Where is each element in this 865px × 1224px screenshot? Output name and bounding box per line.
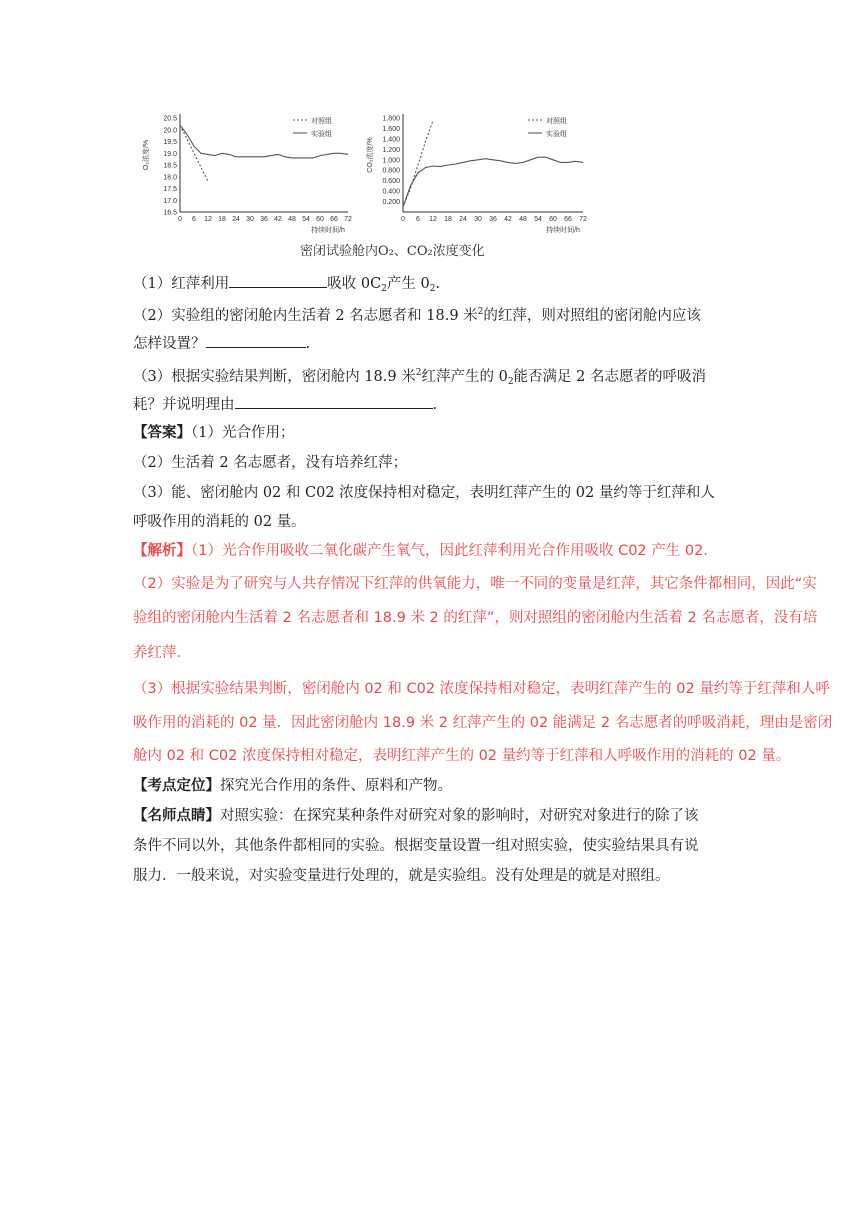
chart-0-x-tick-label: 18 (218, 216, 226, 223)
answer-3-line-1: （3）能、密闭舱内 02 和 C02 浓度保持相对稳定，表明红萍产生的 02 量约等于红萍和人 (133, 485, 715, 501)
chart-0-x-tick-label: 42 (274, 216, 282, 223)
chart-1-x-tick-label: 66 (564, 216, 572, 223)
q3-sub: 2 (507, 377, 514, 387)
chart-1-series-experiment-line (403, 157, 583, 207)
q2-line1-a: （2）实验组的密闭舱内生活着 2 名志愿者和 18.9 米 (133, 308, 478, 324)
chart-0-legend-label: 实验组 (311, 131, 332, 138)
chart-0-y-tick-label: 17.0 (163, 197, 177, 205)
q1-sub2: 2 (429, 284, 436, 294)
chart-1-x-tick-label: 48 (519, 216, 527, 223)
chart-0-xlabel: 持续时间/h (311, 227, 345, 234)
analysis-line-1 (133, 541, 718, 561)
kaodian-label: 【考点定位】 (133, 777, 220, 794)
q1-prefix: （1）红萍利用 (133, 276, 230, 292)
question-2-line-1 (133, 302, 701, 326)
answer-line-1 (133, 423, 294, 443)
chart-0-y-tick-label: 19.5 (163, 139, 177, 146)
chart-0-x-tick-label: 30 (246, 216, 254, 223)
mingshi-text-1: 对照实验：在探究某种条件对研究对象的影响时，对研究对象进行的除了该 (220, 808, 699, 824)
chart-1-x-tick-label: 12 (429, 216, 437, 223)
chart-0-y-tick-label: 18.5 (163, 162, 177, 170)
chart-0-x-tick-label: 66 (330, 216, 338, 223)
chart-0-ylabel: O₂浓度/% (143, 139, 150, 171)
analysis-line-6: 吸作用的消耗的 02 量．因此密闭舱内 18.9 米 2 红萍产生的 02 能满足 2 名志愿者的呼吸消耗，理由是密闭 (133, 715, 833, 731)
charts-svg (138, 108, 590, 240)
chart-1-y-tick-label: 0.600 (382, 178, 400, 186)
figure-caption: 密闭试验舱内O₂、CO₂浓度变化 (300, 244, 485, 259)
answer-label: 【答案】 (133, 424, 191, 441)
q1-blank (229, 272, 327, 288)
question-1 (133, 272, 440, 299)
q2-sup: 2 (477, 307, 484, 317)
chart-0-y-tick-label: 20.5 (163, 115, 177, 123)
chart-0-y-tick-label: 18.0 (163, 174, 177, 182)
chart-1-y-tick-label: 1.000 (382, 157, 400, 165)
chart-1-x-tick-label: 0 (401, 216, 405, 223)
q2-line1-b: 的红萍，则对照组的密闭舱内应该 (483, 308, 701, 324)
question-2-line-2 (133, 332, 310, 354)
chart-0-x-tick-label: 12 (204, 216, 212, 223)
analysis-line-4: 养红萍． (133, 645, 191, 661)
chart-1-x-tick-label: 36 (489, 216, 497, 223)
chart-1-y-tick-label: 0.400 (382, 188, 400, 196)
analysis-line-3: 验组的密闭舱内生活着 2 名志愿者和 18.9 米 2 的红萍”，则对照组的密闭舱内生活着 2 名志愿者，没有培 (133, 610, 818, 626)
chart-1-y-tick-label: 1.800 (382, 115, 400, 123)
q1-sub: 2 (381, 284, 387, 294)
chart-1-y-tick-label: 0.800 (382, 167, 400, 175)
mingshi-line-1 (133, 806, 699, 826)
q1-end: . (435, 276, 441, 292)
chart-1-x-tick-label: 60 (549, 216, 557, 223)
q3-line2-a: 耗？并说明理由 (133, 397, 235, 413)
chart-0-y-tick-label: 17.5 (163, 186, 177, 193)
q2-line2-a: 怎样设置？ (133, 336, 206, 352)
answer-3-line-2: 呼吸作用的消耗的 02 量。 (133, 514, 306, 530)
q3-blank (235, 393, 433, 409)
analysis-line-2: （2）实验是为了研究与人共存情况下红萍的供氧能力，唯一不同的变量是红萍，其它条件都相同，因此“实 (133, 576, 817, 592)
chart-0-x-tick-label: 60 (316, 216, 324, 223)
chart-0-x-tick-label: 36 (260, 216, 268, 223)
q2-line2-b: . (305, 336, 311, 352)
chart-0-y-tick-label: 19.0 (163, 150, 177, 158)
chart-1-legend-label: 实验组 (546, 131, 567, 138)
chart-1-x-tick-label: 6 (416, 216, 420, 223)
analysis-label: 【解析】 (133, 543, 191, 559)
chart-0-y-tick-label: 20.0 (163, 127, 177, 135)
kaodian-text: 探究光合作用的条件、原料和产物。 (220, 778, 452, 794)
chart-0-x-tick-label: 72 (344, 216, 352, 223)
chart-0-legend-label: 对照组 (311, 118, 332, 125)
chart-1-x-tick-label: 18 (444, 216, 452, 223)
chart-1-y-tick-label: 1.600 (382, 125, 400, 133)
q3-line2-b: . (432, 397, 438, 413)
mingshi-label: 【名师点睛】 (133, 807, 220, 824)
mingshi-line-2: 条件不同以外，其他条件都相同的实验。根据变量设置一组对照实验，使实验结果具有说 (133, 838, 699, 854)
figure-charts (138, 108, 590, 258)
chart-0-x-tick-label: 24 (232, 216, 240, 223)
chart-1-x-tick-label: 54 (534, 216, 542, 223)
chart-0-x-tick-label: 48 (288, 216, 296, 223)
chart-1-x-tick-label: 30 (474, 216, 482, 223)
q3-sup: 2 (415, 368, 422, 378)
question-3-line-2 (133, 393, 437, 415)
chart-0-x-tick-label: 6 (192, 216, 196, 223)
analysis-line-7: 舱内 02 和 C02 浓度保持相对稳定，表明红萍产生的 02 量约等于红萍和人呼吸作用的消耗的 02 量。 (133, 748, 791, 764)
chart-1-legend-label: 对照组 (546, 118, 567, 125)
chart-1-x-tick-label: 24 (459, 216, 467, 223)
analysis-line-5: （3）根据实验结果判断，密闭舱内 02 和 C02 浓度保持相对稳定，表明红萍产生的 02 量约等于红萍和人呼 (133, 681, 830, 697)
chart-1-y-tick-label: 1.200 (382, 146, 400, 154)
chart-1-x-tick-label: 72 (579, 216, 587, 223)
answer-1: （1）光合作用； (191, 425, 295, 441)
q1-mid2: 产生 0 (386, 276, 430, 292)
chart-1-y-tick-label: 0.200 (382, 199, 400, 207)
q3-line1-a: （3）根据实验结果判断，密闭舱内 18.9 米 (133, 369, 416, 385)
chart-1-y-tick-label: 1.400 (382, 136, 400, 144)
q3-line1-b: 红萍产生的 0 (421, 369, 508, 385)
chart-1-ylabel: CO₂浓度/% (367, 137, 374, 173)
question-3-line-1 (133, 363, 706, 392)
kaodian-line (133, 776, 452, 796)
chart-1-xlabel: 持续时间/h (546, 227, 580, 234)
q2-blank (206, 332, 306, 348)
chart-0-y-tick-label: 16.5 (163, 209, 177, 217)
chart-0-x-tick-label: 54 (302, 216, 310, 223)
analysis-text-1: （1）光合作用吸收二氧化碳产生氧气，因此红萍利用光合作用吸收 C02 产生 02． (191, 543, 718, 559)
answer-2: （2）生活着 2 名志愿者，没有培养红萍； (133, 455, 408, 471)
chart-1-x-tick-label: 42 (504, 216, 512, 223)
chart-0-x-tick-label: 0 (178, 216, 182, 223)
mingshi-line-3: 服力．一般来说，对实验变量进行处理的，就是实验组。没有处理是的就是对照组。 (133, 868, 670, 884)
q1-middle: 吸收 0C (327, 276, 382, 292)
q3-line1-c: 能否满足 2 名志愿者的呼吸消 (513, 369, 706, 385)
